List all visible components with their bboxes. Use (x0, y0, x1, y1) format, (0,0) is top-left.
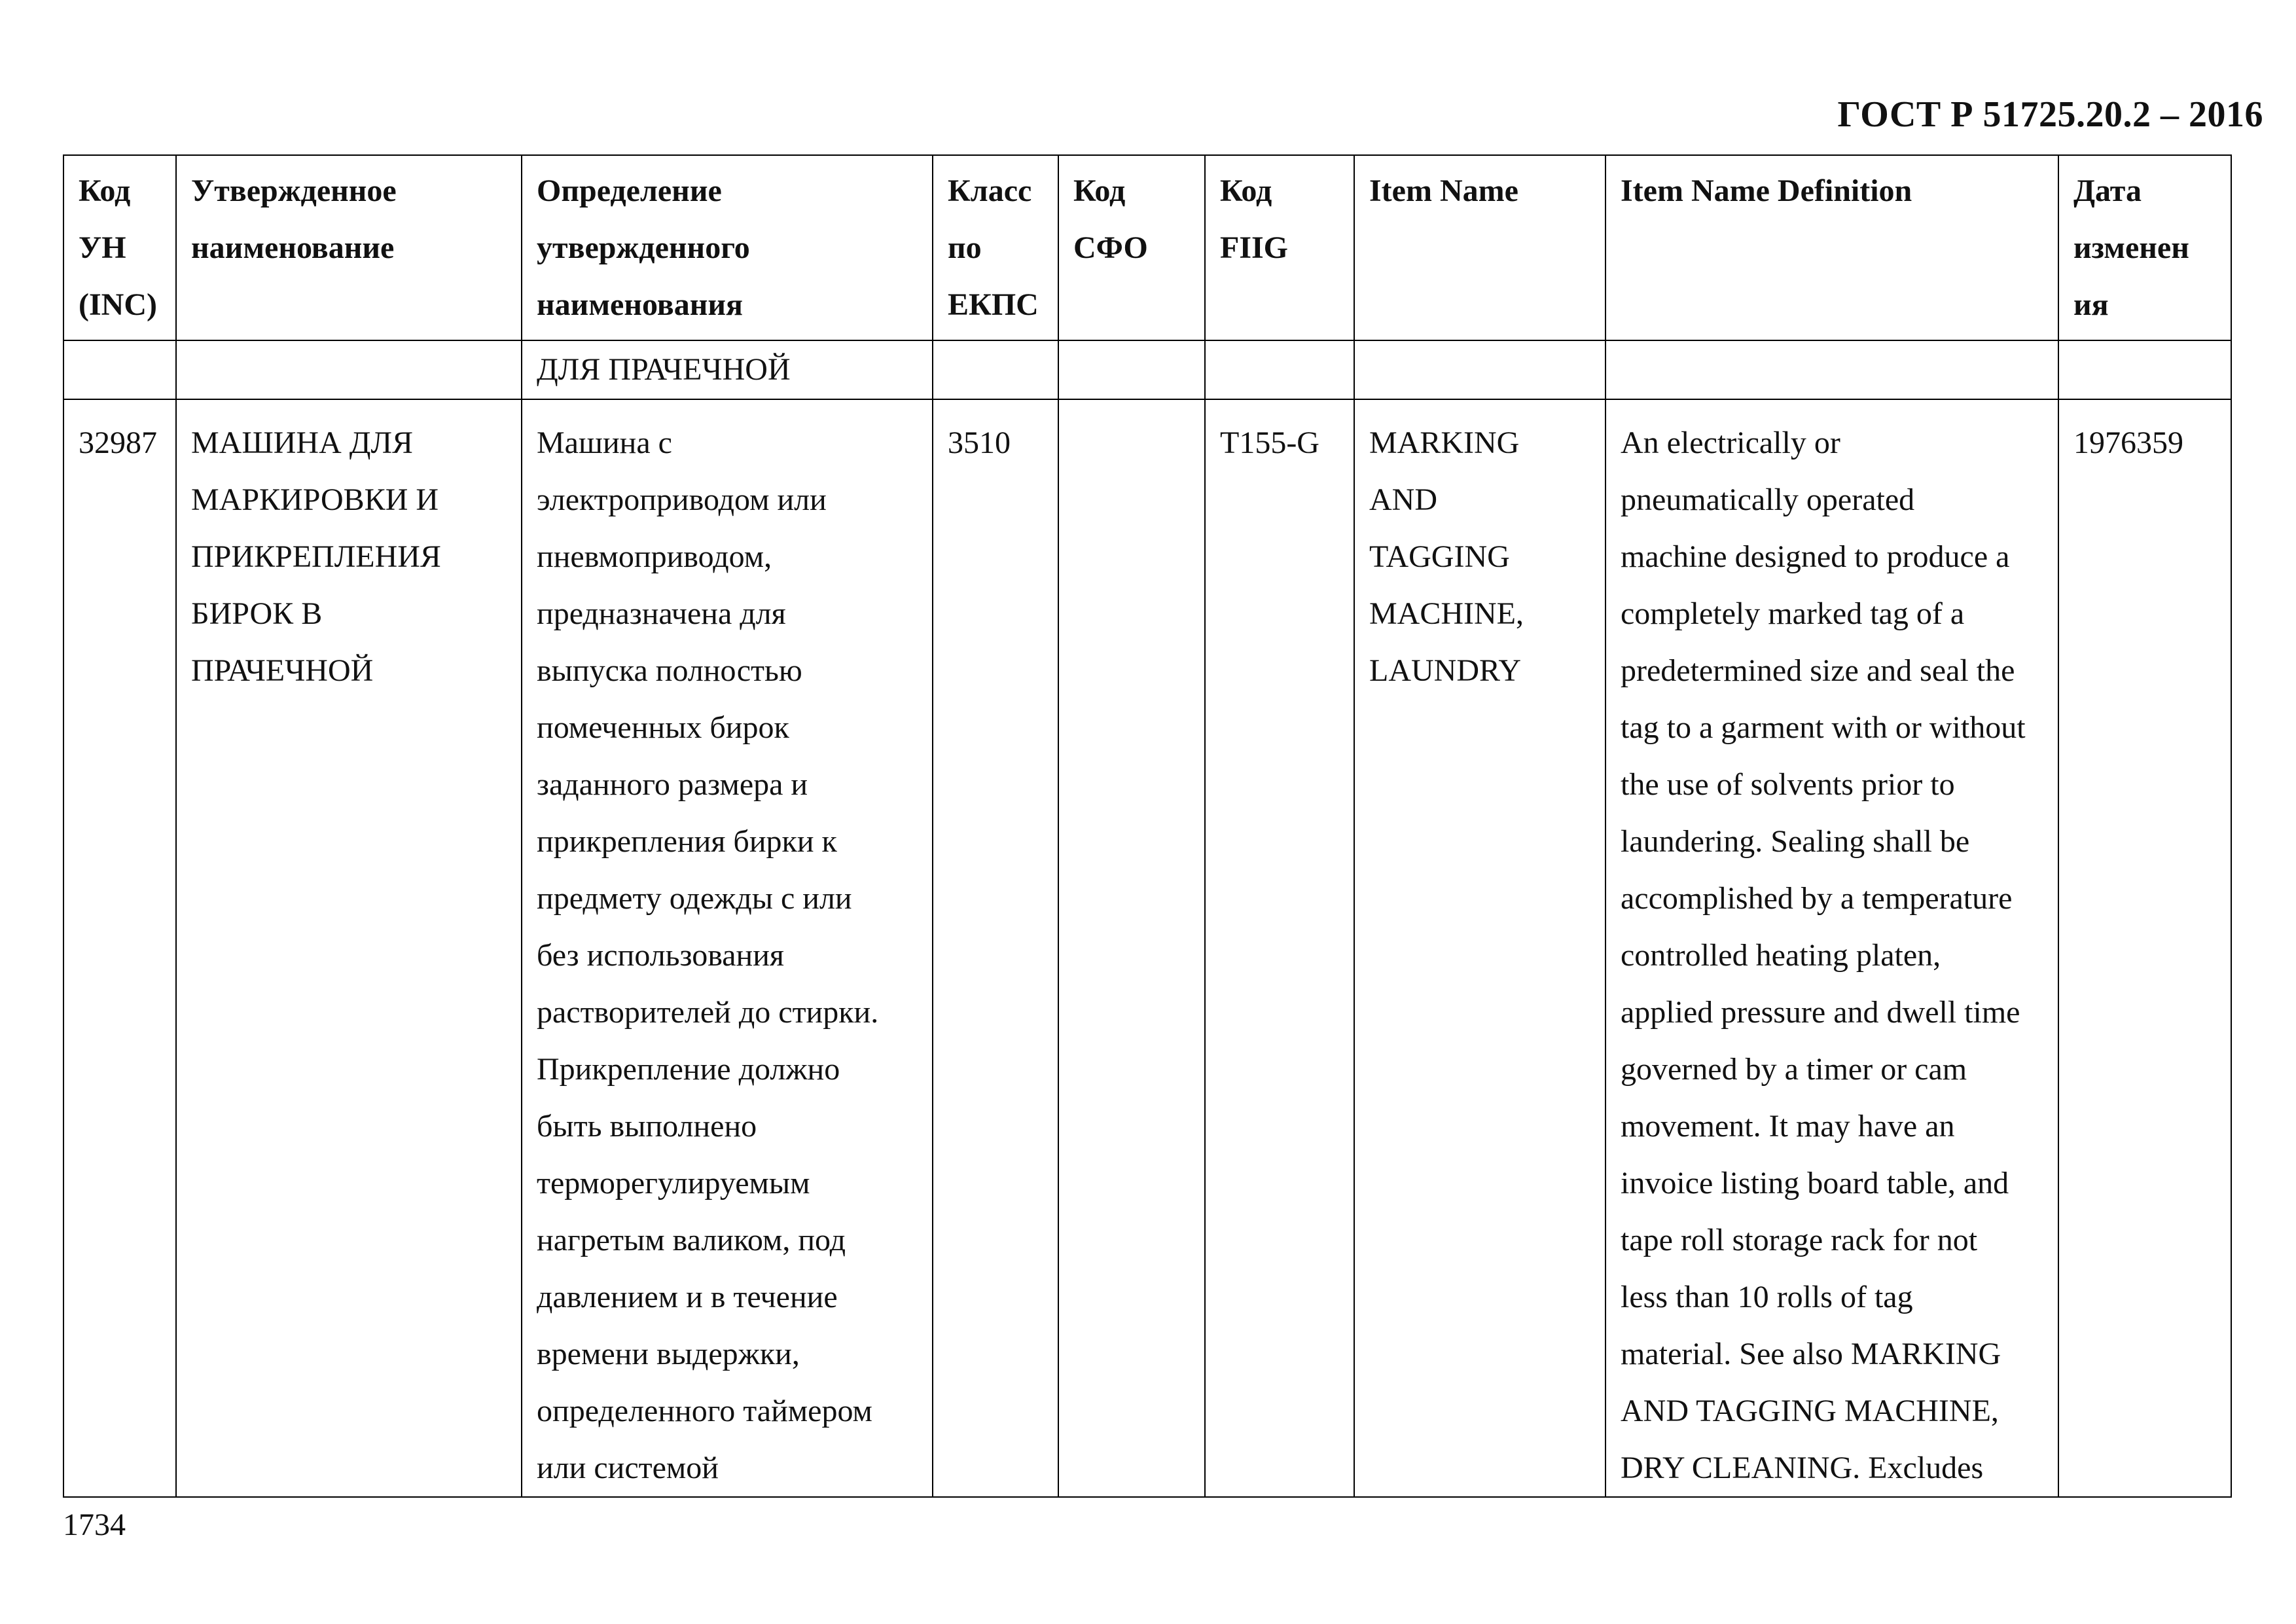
header-text-line: Дата (2073, 173, 2142, 208)
header-text-line: (INC) (79, 287, 157, 322)
header-text-line: утвержденного (537, 230, 750, 265)
cell-text-line: the use of solvents prior to (1621, 767, 1955, 802)
cell-item-definition (1605, 399, 2058, 1497)
cell-fsc-class: 3510 (933, 399, 1058, 1497)
cell-text-line: МАРКИРОВКИ И (191, 482, 439, 517)
cell-text-line: БИРОК В (191, 596, 323, 631)
cell-text-line: predetermined size and seal the (1621, 653, 2015, 688)
cell-item-name (1354, 399, 1605, 1497)
cell-text-line: ПРАЧЕЧНОЙ (191, 653, 374, 688)
header-text-line: наименование (191, 230, 395, 265)
header-text-line: СФО (1073, 230, 1148, 265)
col-header-inc (63, 155, 176, 340)
cell-text-line: completely marked tag of a (1621, 596, 1965, 631)
cell-text-line: давлением и в течение (537, 1280, 838, 1314)
cell-text-line: AND TAGGING MACHINE, (1621, 1394, 1999, 1428)
col-header-item-name (1354, 155, 1605, 340)
header-text-line: FIIG (1220, 230, 1289, 265)
cell-text-line: DRY CLEANING. Excludes (1621, 1451, 1984, 1485)
cell-text-line: быть выполнено (537, 1109, 757, 1144)
header-text-line: Item Name Definition (1621, 173, 1912, 208)
cell-text-line: времени выдержки, (537, 1337, 800, 1371)
header-text-line: изменен (2073, 230, 2189, 265)
cell-definition-ru (522, 399, 933, 1497)
cell-text-line: терморегулируемым (537, 1166, 810, 1200)
header-text-line: по (948, 230, 982, 265)
cell-text-line: Прикрепление должно (537, 1052, 840, 1087)
cell-empty (1058, 340, 1205, 399)
cell-text-line: MARKING (1369, 425, 1520, 460)
cell-inc: 32987 (63, 399, 176, 1497)
cell-empty (1354, 340, 1605, 399)
cell-text-line: определенного таймером (537, 1394, 872, 1428)
cell-fiig-code: T155-G (1205, 399, 1354, 1497)
cell-text-line: LAUNDRY (1369, 653, 1522, 688)
cell-text-line: заданного размера и (537, 767, 808, 802)
cell-text-line: электроприводом или (537, 482, 827, 517)
header-text-line: Item Name (1369, 173, 1518, 208)
cell-text-line: ПРИКРЕПЛЕНИЯ (191, 539, 441, 574)
cell-text-line: applied pressure and dwell time (1621, 995, 2020, 1030)
document-code-header: ГОСТ Р 51725.20.2 – 2016 (1837, 94, 2263, 135)
cell-text-line: less than 10 rolls of tag (1621, 1280, 1913, 1314)
page-number: 1734 (63, 1507, 126, 1542)
cell-text-line: material. See also MARKING (1621, 1337, 2001, 1371)
header-text-line: наименования (537, 287, 743, 322)
cell-text-line: tape roll storage rack for not (1621, 1223, 1978, 1257)
cell-text-line: пневмоприводом, (537, 539, 772, 574)
continuation-row (63, 340, 2231, 399)
cell-empty (1205, 340, 1354, 399)
cell-text-line: MACHINE, (1369, 596, 1524, 631)
col-header-change-date (2058, 155, 2231, 340)
col-header-item-definition (1605, 155, 2058, 340)
cell-text-line: invoice listing board table, and (1621, 1166, 2009, 1200)
cell-text-line: МАШИНА ДЛЯ (191, 425, 414, 460)
header-text-line: Утвержденное (191, 173, 397, 208)
cell-change-date: 1976359 (2058, 399, 2231, 1497)
cell-definition-ru-continuation: ДЛЯ ПРАЧЕЧНОЙ (522, 340, 933, 399)
cell-text-line: machine designed to produce a (1621, 539, 2010, 574)
cell-empty (2058, 340, 2231, 399)
cell-text-line: Машина с (537, 425, 672, 460)
cell-text-line: прикрепления бирки к (537, 824, 837, 859)
classification-table (63, 154, 2232, 1498)
col-header-definition-ru (522, 155, 933, 340)
cell-text-line: без использования (537, 938, 784, 973)
cell-text-line: TAGGING (1369, 539, 1510, 574)
col-header-sfo-code (1058, 155, 1205, 340)
cell-approved-name (176, 399, 522, 1497)
table-header-row (63, 155, 2231, 340)
header-text-line: Код (79, 173, 131, 208)
header-text-line: Код (1073, 173, 1126, 208)
cell-text-line: governed by a timer or cam (1621, 1052, 1967, 1087)
cell-text-line: movement. It may have an (1621, 1109, 1955, 1144)
cell-text-line: предназначена для (537, 596, 786, 631)
col-header-fiig-code (1205, 155, 1354, 340)
cell-text-line: предмету одежды с или (537, 881, 852, 916)
header-text-line: Класс (948, 173, 1032, 208)
cell-text-line: или системой (537, 1451, 719, 1485)
cell-text-line: растворителей до стирки. (537, 995, 879, 1030)
cell-text-line: pneumatically operated (1621, 482, 1915, 517)
table-row (63, 399, 2231, 1497)
cell-text-line: tag to a garment with or without (1621, 710, 2026, 745)
cell-empty (933, 340, 1058, 399)
cell-text-line: выпуска полностью (537, 653, 802, 688)
cell-text-line: accomplished by a temperature (1621, 881, 2013, 916)
header-text-line: ЕКПС (948, 287, 1039, 322)
cell-text-line: нагретым валиком, под (537, 1223, 846, 1257)
cell-text-line: controlled heating platen, (1621, 938, 1941, 973)
header-text-line: ия (2073, 287, 2109, 322)
header-text-line: Код (1220, 173, 1272, 208)
cell-empty (1605, 340, 2058, 399)
col-header-approved-name (176, 155, 522, 340)
cell-empty (63, 340, 176, 399)
header-text-line: Определение (537, 173, 722, 208)
cell-text-line: помеченных бирок (537, 710, 789, 745)
cell-empty (176, 340, 522, 399)
cell-text-line: laundering. Sealing shall be (1621, 824, 1970, 859)
col-header-fsc-class (933, 155, 1058, 340)
header-text-line: УН (79, 230, 126, 265)
cell-text-line: AND (1369, 482, 1437, 517)
cell-text-line: An electrically or (1621, 425, 1840, 460)
cell-sfo-code (1058, 399, 1205, 1497)
